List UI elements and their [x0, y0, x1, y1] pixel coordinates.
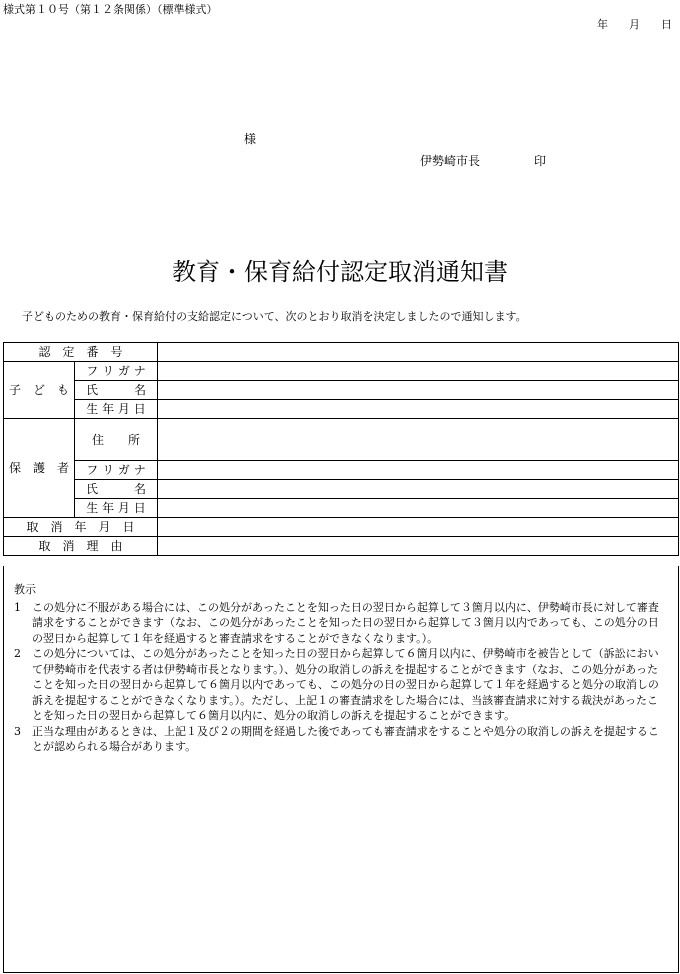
- cancel-date-field[interactable]: [158, 518, 679, 537]
- note-text: 正当な理由があるときは、上記１及び２の期間を経過した後であっても審査請求をすることや処分の取消しの訴えを提起することが認められる場合があります。: [32, 724, 659, 753]
- note-number: 2: [14, 647, 21, 660]
- table-row: [4, 400, 679, 419]
- note-number: 1: [14, 600, 21, 614]
- table-row: [4, 419, 679, 461]
- guardian-address-field[interactable]: [158, 419, 679, 461]
- guardian-birthdate-field[interactable]: [158, 499, 679, 518]
- table-row: [4, 461, 679, 480]
- guardian-furigana-label: フ リ ガ ナ: [75, 461, 158, 480]
- table-row: [4, 381, 679, 400]
- year-label: 年: [597, 18, 608, 31]
- guardian-birthdate-label: 生 年 月 日: [75, 499, 158, 518]
- list-item: [14, 600, 668, 647]
- list-item: [14, 724, 668, 755]
- issuer-name: 伊勢崎市長: [420, 154, 481, 168]
- child-birthdate-field[interactable]: [158, 400, 679, 419]
- addressee-suffix: 様: [244, 132, 257, 146]
- cert-number-field[interactable]: [158, 343, 679, 362]
- child-furigana-field[interactable]: [158, 362, 679, 381]
- notice-table: [3, 342, 679, 556]
- guardian-furigana-field[interactable]: [158, 461, 679, 480]
- cancel-reason-label: 取 消 理 由: [4, 537, 158, 556]
- table-row: [4, 499, 679, 518]
- table-row: [4, 480, 679, 499]
- list-item: [14, 646, 668, 724]
- child-name-label: 氏 名: [75, 381, 158, 400]
- guardian-name-label: 氏 名: [75, 480, 158, 499]
- table-row: [4, 362, 679, 381]
- note-number: 3: [14, 724, 21, 738]
- guardian-group-label: 保 護 者: [4, 419, 75, 518]
- notes-box: [3, 566, 679, 973]
- child-furigana-label: フ リ ガ ナ: [75, 362, 158, 381]
- child-name-field[interactable]: [158, 381, 679, 400]
- note-text: この処分に不服がある場合には、この処分があったことを知った日の翌日から起算して３箇月以内に、伊勢崎市長に対して審査請求をすることができます（なお、この処分があったことを知った日の翌日から起算して３箇月以内であっても、この処分の日の翌日から起算して１年を経過すると審査請求をすることができなくなります。）。: [32, 600, 659, 645]
- child-birthdate-label: 生 年 月 日: [75, 400, 158, 419]
- intro-text: 子どものための教育・保育給付の支給認定について、次のとおり取消を決定しましたので通知します。: [22, 310, 527, 323]
- form-number: 様式第１０号（第１２条関係）（標準様式）: [3, 3, 218, 16]
- guardian-address-label: 住 所: [75, 419, 158, 461]
- page-title: 教育・保育給付認定取消通知書: [172, 258, 508, 286]
- cancel-reason-field[interactable]: [158, 537, 679, 556]
- cert-number-label: 認 定 番 号: [4, 343, 158, 362]
- guardian-name-field[interactable]: [158, 480, 679, 499]
- seal-mark: 印: [534, 154, 547, 168]
- table-row: [4, 518, 679, 537]
- day-label: 日: [661, 18, 672, 31]
- table-row: [4, 537, 679, 556]
- note-text: この処分については、この処分があったことを知った日の翌日から起算して６箇月以内に、伊勢崎市を被告として（訴訟において伊勢崎市を代表する者は伊勢崎市長となります。）、処分の取消しの訴えを提起することができます（なお、この処分があったことを知った日の翌日から起算して６箇月以内であっても、この処分の日の翌日から起算して１年を経過すると処分の取消しの訴えを提起することができなくなります。）。ただし、上記１の審査請求をした場合には、当該審査請求に対する裁決があったことを知った日の翌日から起算して６箇月以内に、処分の取消しの訴えを提起することができます。: [32, 647, 659, 722]
- month-label: 月: [629, 18, 640, 31]
- notes-heading: 教示: [14, 583, 36, 596]
- child-group-label: 子 ど も: [4, 362, 75, 419]
- date-line: [597, 16, 672, 32]
- cancel-date-label: 取 消 年 月 日: [4, 518, 158, 537]
- table-row: [4, 343, 679, 362]
